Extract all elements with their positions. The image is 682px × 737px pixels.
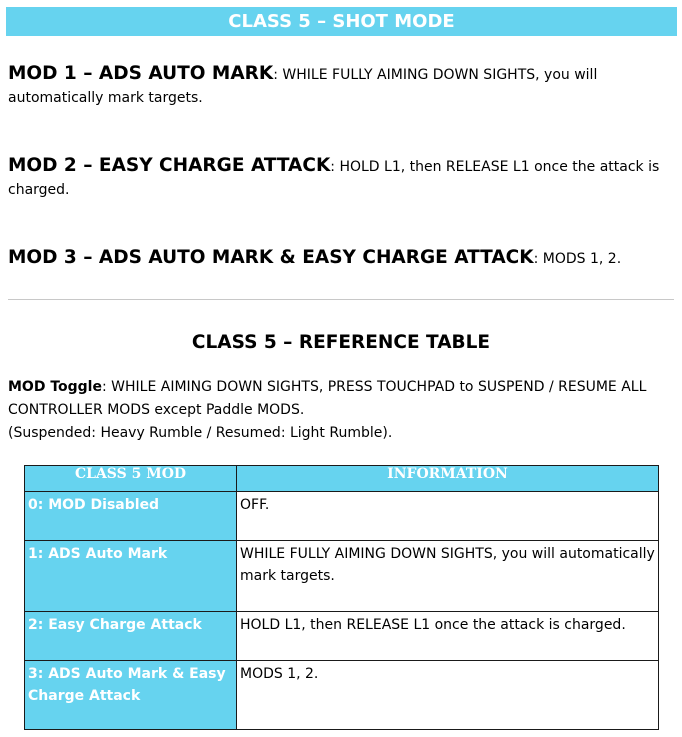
mod-1-description: [8, 62, 668, 110]
mod-2-title: MOD 2 – EASY CHARGE ATTACK: [8, 155, 331, 176]
table-row: [25, 541, 659, 612]
section-divider: [8, 299, 674, 300]
table-cell-mod: 3: ADS Auto Mark & Easy Charge Attack: [25, 661, 237, 730]
mod-2-separator: :: [330, 159, 340, 175]
table-header-row: [25, 466, 659, 492]
page-banner: CLASS 5 – SHOT MODE: [6, 7, 677, 36]
table-header-mod: CLASS 5 MOD: [25, 466, 237, 492]
table-row: [25, 612, 659, 661]
table-cell-information: OFF.: [237, 492, 659, 541]
table-cell-information: WHILE FULLY AIMING DOWN SIGHTS, you will automatically mark targets.: [237, 541, 659, 612]
mod-1-text: WHILE FULLY AIMING DOWN SIGHTS, you will automatically mark targets.: [8, 67, 598, 106]
mod-toggle-text: : WHILE AIMING DOWN SIGHTS, PRESS TOUCHPAD to SUSPEND / RESUME ALL CONTROLLER MODS except Paddle MODS.: [8, 379, 647, 418]
table-header-information: INFORMATION: [237, 466, 659, 492]
mod-1-separator: :: [273, 67, 283, 83]
mod-toggle-description: [8, 376, 678, 445]
table-cell-mod: 0: MOD Disabled: [25, 492, 237, 541]
mod-2-text: HOLD L1, then RELEASE L1 once the attack is charged.: [8, 159, 660, 198]
table-cell-information: HOLD L1, then RELEASE L1 once the attack is charged.: [237, 612, 659, 661]
table-row: [25, 661, 659, 730]
reference-table: [24, 465, 659, 730]
reference-title: CLASS 5 – REFERENCE TABLE: [191, 332, 491, 353]
mod-3-separator: :: [533, 251, 543, 267]
table-cell-information: MODS 1, 2.: [237, 661, 659, 730]
table-cell-mod: 2: Easy Charge Attack: [25, 612, 237, 661]
mod-toggle-label: MOD Toggle: [8, 379, 102, 395]
table-cell-mod: 1: ADS Auto Mark: [25, 541, 237, 612]
mod-3-text: MODS 1, 2.: [542, 251, 622, 267]
mod-toggle-note: (Suspended: Heavy Rumble / Resumed: Light Rumble).: [8, 425, 393, 441]
mod-3-description: [8, 246, 668, 271]
mod-1-title: MOD 1 – ADS AUTO MARK: [8, 63, 274, 84]
mod-3-title: MOD 3 – ADS AUTO MARK & EASY CHARGE ATTACK: [8, 247, 534, 268]
table-row: [25, 492, 659, 541]
mod-2-description: [8, 154, 668, 202]
